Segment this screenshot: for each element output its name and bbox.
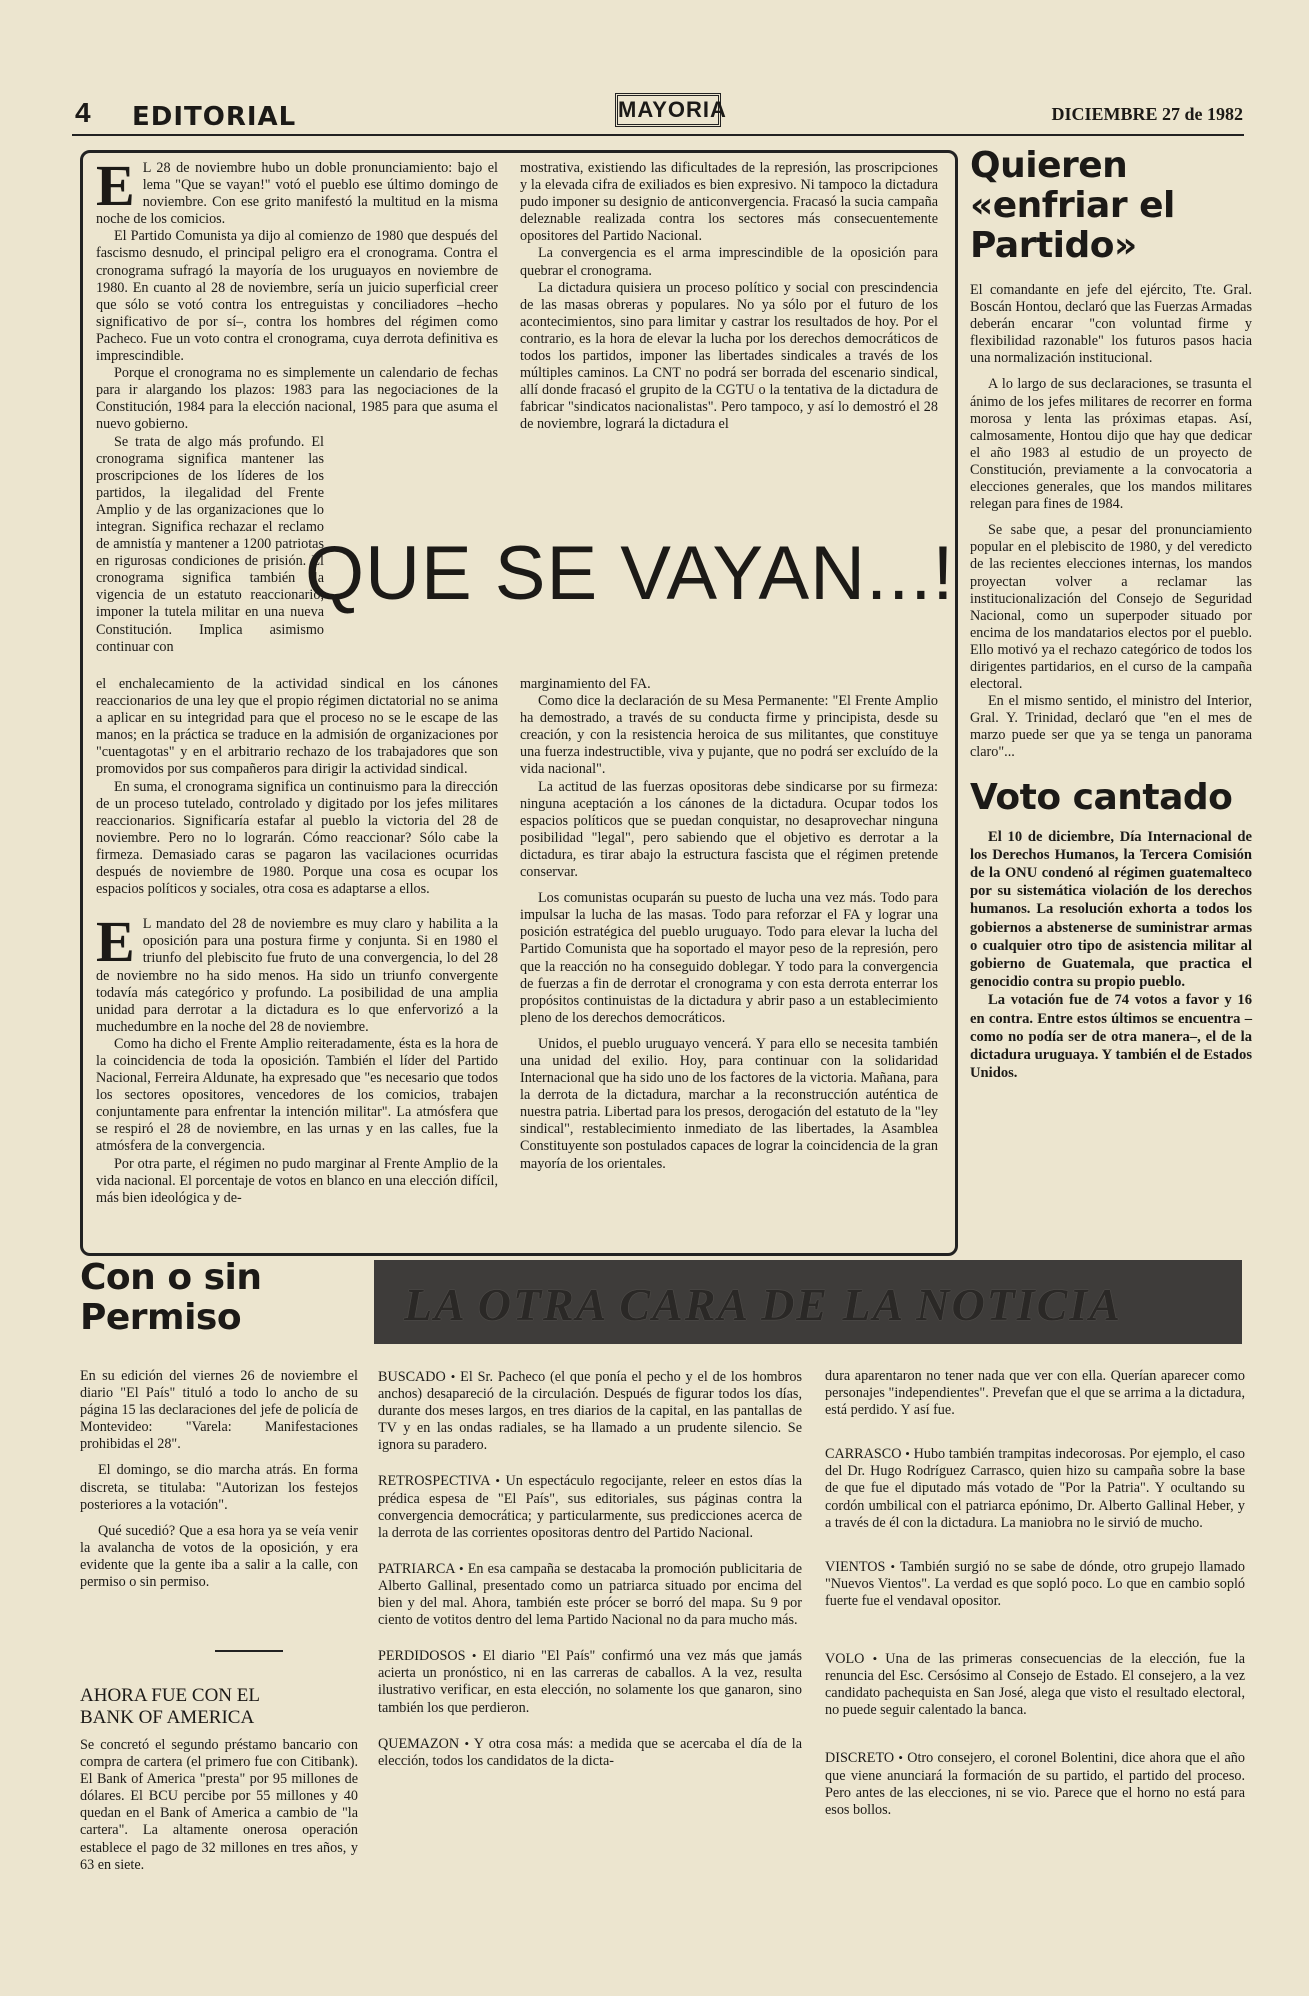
editorial-paragraph: Los comunistas ocuparán su puesto de lucha una vez más. Todo para impulsar la lucha de las masas. Todo para reforzar el FA y lograr una posición estratégica del pueblo uruguayo. Todo para elevar la lucha del Partido Comunista que ha soportado el mayor peso de la represión, pero que la reacción no ha conseguido doblegar. Y todo para la convergencia de fuerzas a fin de derrotar el cronograma y con esta derrota enterrar los propósitos continuistas de la dictadura y abrir paso a un establecimiento pleno de los derechos democráticos.: [520, 890, 938, 1026]
bullet-icon: •: [450, 1369, 456, 1384]
sidebar-paragraph: El comandante en jefe del ejército, Tte. Gral. Boscán Hontou, declaró que las Fuerzas Armadas deberán encarar "con voluntad firme y flexibilidad razonable" los futuros pasos hacia una normalización institucional.: [970, 282, 1252, 367]
permiso-paragraph: En su edición del viernes 26 de noviembre el diario "El País" tituló a todo lo ancho de su página 15 las declaraciones del jefe de policía de Montevideo: "Varela: Manifestaciones prohibidas el 28".: [80, 1368, 358, 1453]
sidebar-paragraph: Se sabe que, a pesar del pronunciamiento popular en el plebiscito de 1980, y del veredicto de las recientes elecciones internas, los mandos proyectan volver a reclamar las institucionalización del Consejo de Seguridad Nacional, como un superpoder situado por encima de los mandatarios electos por el pueblo. Ello motivó ya el rechazo categórico de todos los dirigentes partidarios, en el curso de la campaña electoral.: [970, 522, 1252, 693]
item-text: Y otra cosa más: a medida que se acercaba el día de la elección, todos los candidatos de la dicta-: [378, 1735, 802, 1769]
editorial-paragraph: La actitud de las fuerzas opositoras debe sindicarse por su firmeza: ninguna aceptación a los cánones de la dictadura. Ocupar todos los espacios políticos que se puedan conquistar, no desaprovechar ninguna posibilidad "legal", pero sabiendo que el objetivo es derrotar a la dictadura, es tirar abajo la estructura fascista que el régimen pretende conservar.: [520, 778, 938, 881]
section-title: EDITORIAL: [132, 102, 297, 132]
drop-cap: E: [96, 153, 135, 218]
otra-cara-left: [378, 1368, 802, 1788]
item-key: QUEMAZON: [378, 1735, 460, 1752]
editorial-paragraph: Unidos, el pueblo uruguayo vencerá. Y para ello se necesita también una unidad del exilio. Hoy, para continuar con la solidaridad Internacional que ha sido uno de los factores de la victoria. Mañana, para la derrota de la dictadura, marchar a la reconstrucción auténtica de nuestra patria. Libertad para los presos, derogación del estatuto de la "ley sindical", restablecimiento inmediato de las libertades, la Asamblea Constituyente son postulados capaces de lograr la coincidencia de la gran mayoría de los orientales.: [520, 1035, 938, 1172]
voto-body: [970, 828, 1252, 1083]
sidebar: [970, 146, 1252, 1082]
bullet-icon: •: [471, 1648, 477, 1664]
permiso-title: Con o sin Permiso: [80, 1257, 262, 1338]
page-number: 4: [75, 97, 91, 128]
news-item: [825, 1749, 1245, 1818]
newspaper-logo: MAYORIA: [615, 93, 721, 127]
item-text: En esa campaña se destacaba la promoción publicitaria de Alberto Gallinal, presentado como un patriarca situado por encima del bien y del mal. Ahora, también este prócer se borró del mapa. Su 9 por ciento de votitos dentro del lema Partido Nacional no da para mucho más.: [378, 1560, 803, 1629]
item-key: VOLO: [825, 1651, 865, 1668]
bullet-icon: •: [464, 1735, 470, 1751]
item-text: dura aparentaron no tener nada que ver con ella. Querían aparecer como personajes "independientes". Prevefan que el que se arrima a la dictadura, está perdido. Y así fue.: [825, 1368, 1245, 1419]
bullet-icon: •: [890, 1558, 896, 1574]
news-item: [378, 1368, 802, 1454]
banner-text: LA OTRA CARA DE LA NOTICIA: [404, 1279, 1122, 1330]
voto-title: Voto cantado: [970, 776, 1233, 818]
item-key: BUSCADO: [378, 1369, 446, 1385]
editorial-paragraph: Se trata de algo más profundo. El cronograma significa mantener las proscripciones de los líderes de los partidos, la ilegalidad del Frente Amplio y de las organizaciones que lo integran. Significa rechazar el reclamo de amnistía y mantener a 1200 patriotas en rigurosas condiciones de prisión. El cronograma significa también la vigencia de un estatuto reaccionario, imponer la tutela militar en una nueva Constitución. Implica asimismo continuar con: [96, 433, 324, 655]
item-key: VIENTOS: [825, 1558, 886, 1575]
bullet-icon: •: [495, 1473, 500, 1489]
item-key: RETROSPECTIVA: [378, 1473, 490, 1490]
editorial-paragraph: Por otra parte, el régimen no pudo marginar al Frente Amplio de la vida nacional. El porcentaje de votos en blanco en una elección difícil, más bien ideológica y de-: [96, 1155, 498, 1206]
editorial-paragraph: marginamiento del FA.: [520, 676, 651, 692]
editorial-paragraph: La convergencia es el arma imprescindible de la oposición para quebrar el cronograma.: [520, 245, 938, 279]
news-item: [825, 1558, 1245, 1610]
sidebar-paragraph: La votación fue de 74 votos a favor y 16 en contra. Entre estos últimos se encuentra –como no podía ser de otra manera–, el de la dictadura uruguaya. Y también el de Estados Unidos.: [970, 992, 1252, 1082]
divider: [215, 1650, 283, 1652]
editorial-col1-bottom: [96, 676, 498, 1207]
editorial-paragraph: El Partido Comunista ya dijo al comienzo de 1980 que después del fascismo desnudo, el principal peligro era el cronograma. Contra el cronograma sufragó la mayoría de los uruguayos en noviembre de 1980. En cuanto al 28 de noviembre, sería un juicio superficial creer que sólo se votó contra los entreguistas y conciliadores –hecho significativo de por sí–, contra los hombres del régimen como Pacheco. Fue un voto contra el cronograma, cuya derrota definitiva es imprescindible.: [96, 228, 498, 365]
item-text: Un espectáculo regocijante, releer en estos días la prédica espesa de "El País", sus editoriales, sus páginas contra la convergencia democrática; y particularmente, sus predicciones acerca de la derrota de las corrientes opositoras dentro del Partido Nacional.: [378, 1473, 803, 1541]
otra-cara-banner: [374, 1260, 1242, 1344]
news-item: [378, 1647, 802, 1716]
editorial-paragraph: L mandato del 28 de noviembre es muy claro y habilita a la oposición para una postura firme y conjunta. Si en 1980 el triunfo del plebiscito fue fruto de una convergencia, lo del 28 de noviembre no ha sido menos. Ha sido un triunfo convergente todavía más categórico y profundo. La posibilidad de una amplia unidad para derrotar a la dictadura es lo que enfervorizó a la muchedumbre en la noche del 28 de noviembre.: [96, 916, 498, 1035]
quieren-body: [970, 282, 1252, 762]
editorial-col2-top: [520, 160, 938, 434]
editorial-paragraph: mostrativa, existiendo las dificultades de la represión, las proscripciones y la elevada cifra de exiliados es bien expresivo. Ni tampoco la dictadura pudo imponer su designio de anticonvergencia. Fracasó la sucia campaña deleznable realizada contra los sectores más consecuentemente opositores del Partido Nacional.: [520, 160, 938, 245]
item-text: El diario "El País" confirmó una vez más que jamás acierta un pronóstico, ni en las carreras de caballos. A la vez, resulta ilustrativo verificar, en esta elección, no solamente los que ganaron, sino también los que perdieron.: [378, 1648, 802, 1716]
otra-cara-right: [825, 1368, 1245, 1837]
editorial-headline: QUE SE VAYAN...!: [305, 531, 955, 616]
sidebar-paragraph: A lo largo de sus declaraciones, se trasunta el ánimo de los jefes militares de recorrer en forma morosa y lenta las próximas etapas. Así, calmosamente, Hontou dijo que hay que dedicar el año 1983 al estudio de un proyecto de Constitución, previamente a la convocatoria a elecciones generales, que los mandos militares relegan para fines de 1984.: [970, 376, 1252, 513]
editorial-paragraph: L 28 de noviembre hubo un doble pronunciamiento: bajo el lema "Que se vayan!" votó el pueblo ese último domingo de noviembre. Con ese grito manifestó la multitud en la misma noche de los comicios.: [96, 160, 498, 228]
permiso-paragraph: Qué sucedió? Que a esa hora ya se veía venir la avalancha de votos de la oposición, y era evidente que la gente iba a salir a la calle, con permiso o sin permiso.: [80, 1522, 358, 1591]
item-key: PERDIDOSOS: [378, 1648, 466, 1665]
news-item: [378, 1472, 802, 1541]
item-key: PATRIARCA: [378, 1560, 455, 1577]
bank-title: AHORA FUE CON EL BANK OF AMERICA: [80, 1685, 260, 1728]
issue-date: DICIEMBRE 27 de 1982: [1051, 104, 1243, 124]
permiso-body: [80, 1368, 358, 1591]
editorial-paragraph: En suma, el cronograma significa un continuismo para la dirección de un proceso tutelado, controlado y digitado por los jefes militares reaccionarios. Significaría estafar al pueblo la victoria del 28 de noviembre. Pero no lo lograrán. Cómo reaccionar? Sólo cabe la firmeza. Demasiado caras se pagaron las vacilaciones ocurridas después de noviembre de 1980. Porque una cosa es ocupar los espacios políticos y sociales, otra cosa es adaptarse a ellos.: [96, 778, 498, 898]
news-item: [825, 1445, 1245, 1531]
item-text: Otro consejero, el coronel Bolentini, dice ahora que el año que viene anunciará la formación de su partido, el partido del proceso. Pero antes de las elecciones, ni se vio. Parece que el horno no está para esos bollos.: [825, 1750, 1245, 1818]
news-item: [378, 1560, 802, 1629]
item-text: Una de las primeras consecuencias de la elección, fue la renuncia del Esc. Cersósimo al Consejo de Estado. El consejero, a la vez candidato pachequista en San José, alega que visto el resultado electoral, no puede seguir calentado la banca.: [825, 1651, 1246, 1719]
bank-paragraph: Se concretó el segundo préstamo bancario con compra de cartera (el primero fue con Citibank). El Bank of America "presta" por 95 millones de dólares. El BCU percibe por 55 millones y 40 quedan en el Bank of America a cambio de "la cartera". La altamente onerosa operación establece el pago de 32 millones en tres años, y 63 en siete.: [80, 1737, 358, 1873]
editorial-paragraph: Como dice la declaración de su Mesa Permanente: "El Frente Amplio ha demostrado, a través de su conducta firme y principista, desde su creación, y con la resistencia heroica de sus militantes, que constituye una fuerza indestructible, viva y pujante, que no podrá ser excluído de la vida nacional".: [520, 693, 938, 778]
permiso-paragraph: El domingo, se dio marcha atrás. En forma discreta, se titulaba: "Autorizan los festejos posteriores a la votación".: [80, 1462, 358, 1513]
bank-article: [80, 1685, 358, 1874]
editorial-paragraph: Como ha dicho el Frente Amplio reiteradamente, ésta es la hora de la coincidencia de toda la oposición. También el líder del Partido Nacional, Ferreira Aldunate, ha expresado que "es necesario que todos los sectores opositores, vencedores de los comicios, trabajen conjuntamente para enfrentar la intención militar". La atmósfera que se respiró el 28 de noviembre, en las urnas y en las calles, fue la atmósfera de la convergencia.: [96, 1035, 498, 1155]
item-key: DISCRETO: [825, 1750, 895, 1767]
bullet-icon: •: [872, 1651, 878, 1667]
quieren-title: Quieren «enfriar el Partido»: [970, 145, 1175, 266]
editorial-paragraph: Porque el cronograma no es simplemente un calendario de fechas para ir alargando los plazos: 1983 para las negociaciones de la Constitución, 1984 para la elección nacional, 1985 para que asuma el nuevo gobierno.: [96, 365, 498, 433]
editorial-paragraph: La dictadura quisiera un proceso político y social con prescindencia de las masas obreras y populares. No ya sólo por el futuro de los acontecimientos, sino para limitar y castrar los resultados de hoy. Por el contrario, es la hora de elevar la lucha por los derechos democráticos de todos los partidos, imponer las libertades sindicales a través de los múltiples caminos. La CNT no podrá ser borrada del escenario sindical, allí donde fracasó el grupito de la CGTU o la tentativa de la dictadura de fabricar "sindicatos nacionalistas". Pero tampoco, y así lo demostró el 28 de noviembre, logrará la dictadura el: [520, 279, 938, 433]
bullet-icon: •: [458, 1560, 464, 1576]
news-item: [825, 1368, 1245, 1419]
news-item: [825, 1650, 1245, 1719]
news-item: [378, 1735, 802, 1770]
item-text: También surgió no se sabe de dónde, otro grupejo llamado "Nuevos Vientos". La verdad es que sopló poco. Lo que en cambio sopló fuerte fue el vendaval opositor.: [825, 1558, 1246, 1609]
bullet-icon: •: [905, 1446, 910, 1462]
item-key: CARRASCO: [825, 1446, 902, 1463]
item-text: El Sr. Pacheco (el que ponía el pecho y el de los hombros anchos) desapareció de la circulación. Después de figurar todos los días, durante dos meses largos, en tres diarios de la capital, en las pantallas de TV y en las ondas radiales, se ha llamado a un prudente silencio. Se ignora su paradero.: [378, 1369, 803, 1454]
sidebar-paragraph: En el mismo sentido, el ministro del Interior, Gral. Y. Trinidad, declaró que "en el mes de marzo puede ser que ya se tenga un panorama claro"...: [970, 693, 1252, 761]
editorial-col2-bottom: [520, 676, 938, 1173]
sidebar-paragraph: El 10 de diciembre, Día Internacional de los Derechos Humanos, la Tercera Comisión de la ONU condenó al régimen guatemalteco por su sistemática violación de los derechos humanos. La resolución exhorta a todos los gobiernos a abstenerse de suministrar armas o cualquier otro tipo de asistencia militar al gobierno de Guatemala, que practica el genocidio contra su propio pueblo.: [970, 828, 1252, 991]
bullet-icon: •: [898, 1750, 903, 1766]
header-rule: [72, 134, 1244, 136]
editorial-paragraph: el enchalecamiento de la actividad sindical en los cánones reaccionarios de una ley que el propio régimen dictatorial no se anima a aplicar en su integridad para que el proceso no se le escape de las manos; en la práctica se traduce en la admisión de organizaciones por "cuentagotas" y en el arbitrario rechazo de los trabajadores que son promovidos por sus compañeros para dirigir la actividad sindical.: [96, 676, 498, 778]
drop-cap: E: [96, 909, 135, 975]
item-text: Hubo también trampitas indecorosas. Por ejemplo, el caso del Dr. Hugo Rodríguez Carrasco, quien hizo su campaña sobre la base de que fue el diputado más votado de "Por la Patria". Y ocultando su cordón umbilical con el patriarca epónimo, Dr. Alberto Gallinal Heber, y a través de él con la dictadura. La maniobra no le sirvió de mucho.: [825, 1446, 1246, 1531]
